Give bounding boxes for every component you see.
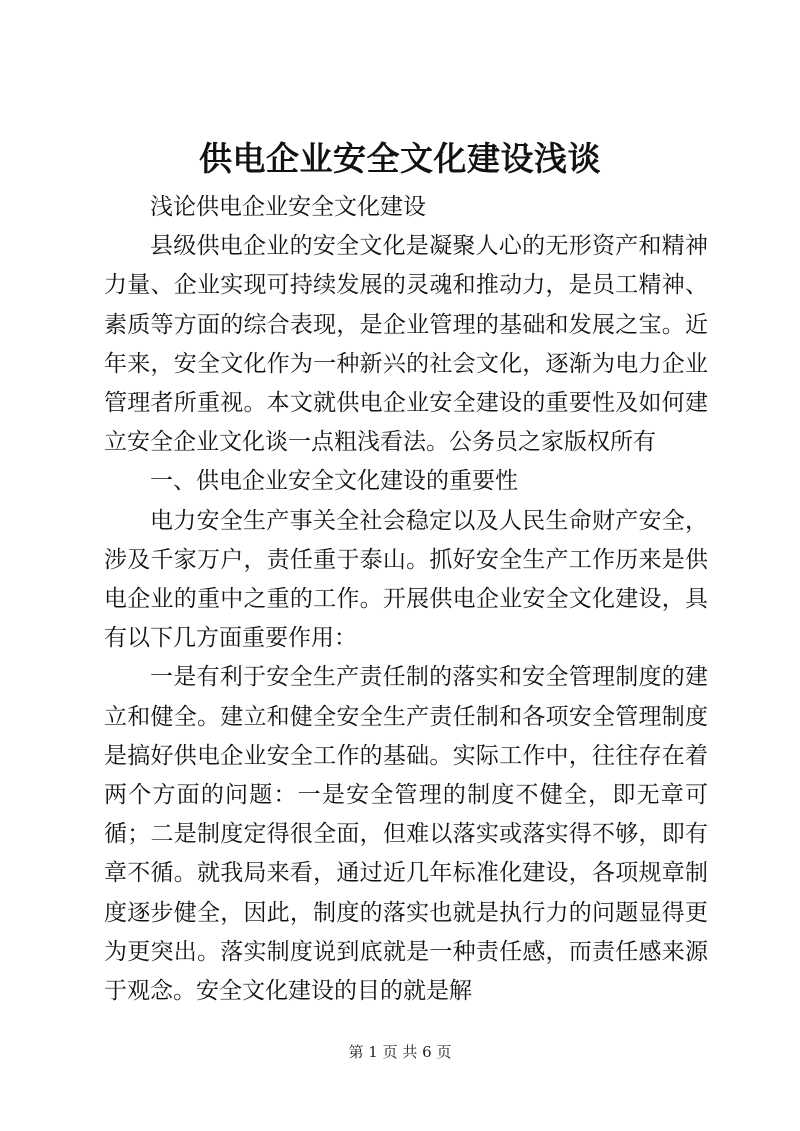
document-title: 供电企业安全文化建设浅谈 [199,139,601,178]
subtitle-paragraph: 浅论供电企业安全文化建设 [150,194,426,220]
section-heading: 一、供电企业安全文化建设的重要性 [150,468,518,495]
intro-paragraph: 县级供电企业的安全文化是凝聚人心的无形资产和精神力量、企业实现可持续发展的灵魂和推动力，是员工精神、素质等方面的综合表现，是企业管理的基础和发展之宝。近年来，安全文化作为一种新兴的社会文化，逐渐为电力企业管理者所重视。本文就供电企业安全建设的重要性及如何建立安全企业文化谈一点粗浅看法。公务员之家版权所有 [104,233,708,456]
body-paragraph: 电力安全生产事关全社会稳定以及人民生命财产安全，涉及千家万户，责任重于泰山。抓好安全生产工作历来是供电企业的重中之重的工作。开展供电企业安全文化建设，具有以下几方面重要作用： [104,507,708,652]
body-paragraph: 一是有利于安全生产责任制的落实和安全管理制度的建立和健全。建立和健全安全生产责任制和各项安全管理制度是搞好供电企业安全工作的基础。实际工作中，往往存在着两个方面的问题：一是安全管理的制度不健全，即无章可循；二是制度定得很全面，但难以落实或落实得不够，即有章不循。就我局来看，通过近几年标准化建设，各项规章制度逐步健全，因此，制度的落实也就是执行力的问题显得更为更突出。落实制度说到底就是一种责任感，而责任感来源于观念。安全文化建设的目的就是解 [104,664,708,1005]
page-footer: 第 1 页 共 6 页 [348,1043,452,1061]
document-body [104,188,708,1011]
